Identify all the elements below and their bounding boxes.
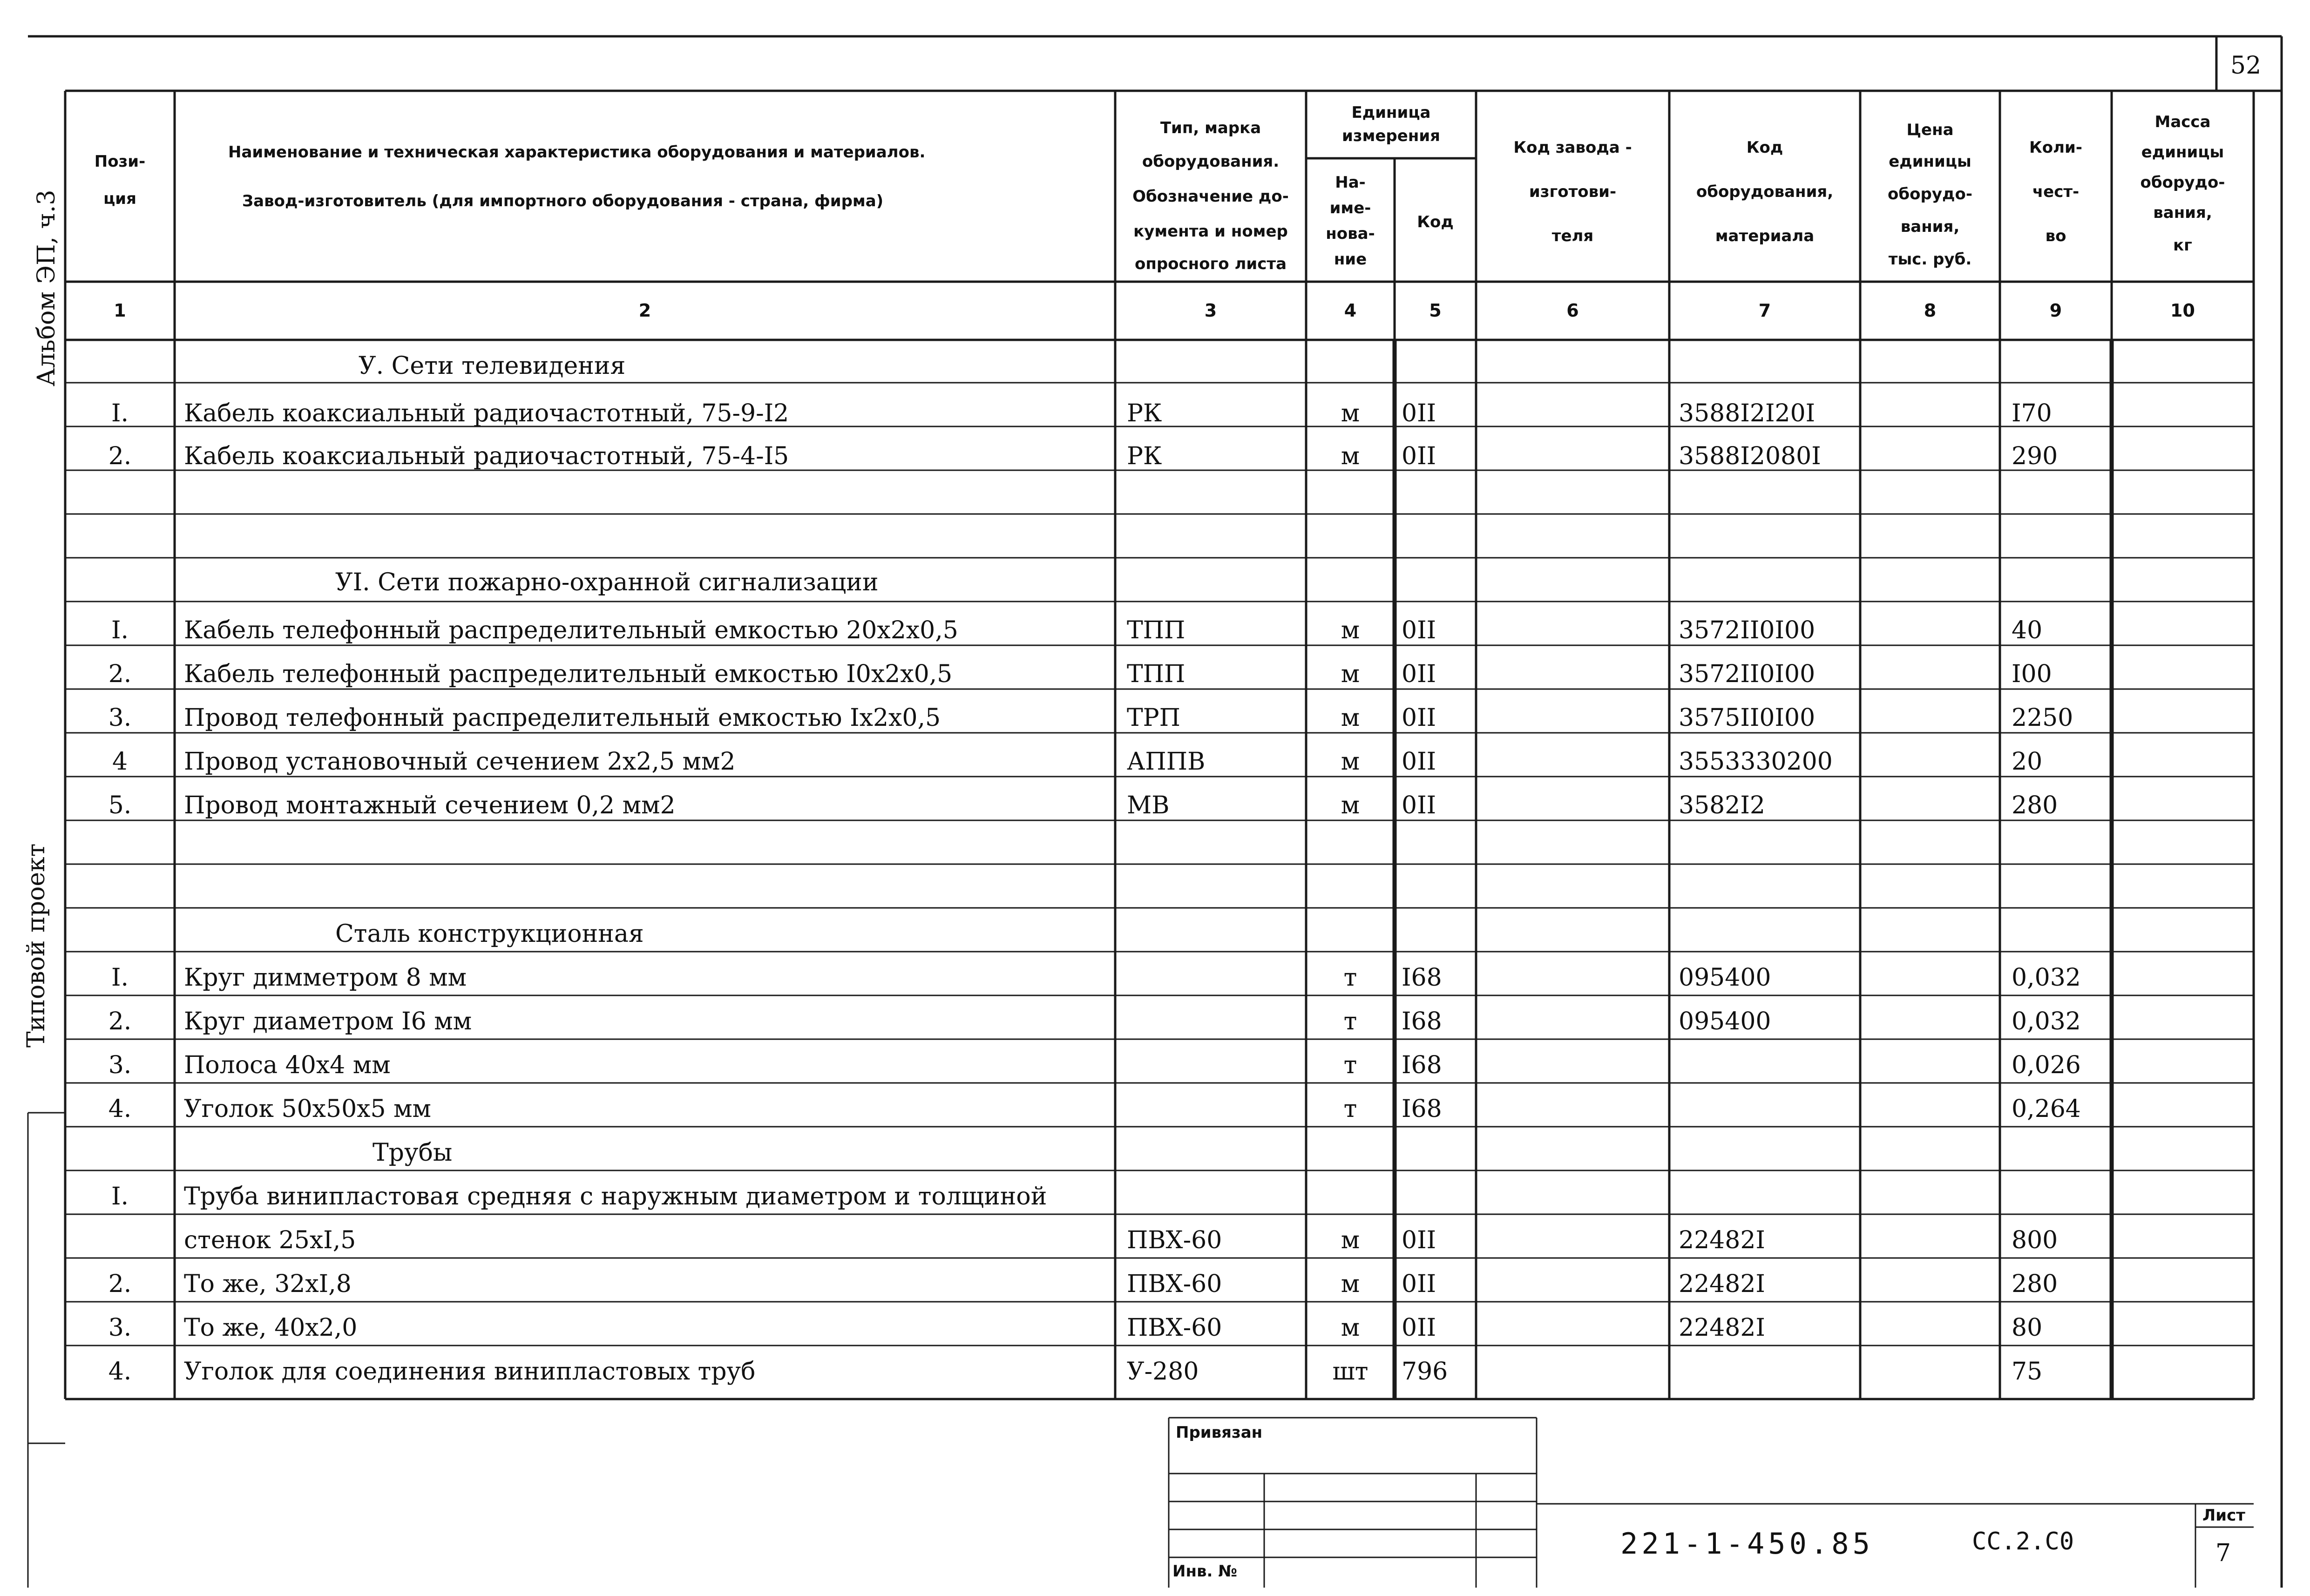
header-col10-line3: оборудо- xyxy=(2140,173,2225,192)
row-unit: т xyxy=(1343,1095,1357,1123)
row-position: 2. xyxy=(108,660,132,688)
header-col3-line4: кумента и номер xyxy=(1133,222,1288,241)
row-type: РК xyxy=(1127,399,1162,427)
row-unit-code: I68 xyxy=(1402,1095,1442,1123)
header-col9-line1: Коли- xyxy=(2029,138,2082,157)
row-unit: м xyxy=(1341,660,1360,688)
row-unit-code: 0II xyxy=(1402,660,1436,688)
row-material-code: 3588I2080I xyxy=(1679,442,1821,470)
header-col8-line5: тыс. руб. xyxy=(1888,250,1972,269)
row-quantity: 280 xyxy=(2012,1270,2058,1298)
row-quantity: 290 xyxy=(2012,442,2058,470)
row-type: ПВХ-60 xyxy=(1127,1270,1222,1298)
row-quantity: I00 xyxy=(2012,660,2052,688)
header-col7-line2: оборудования, xyxy=(1696,183,1834,201)
header-col3-line5: опросного листа xyxy=(1134,255,1287,273)
header-col3-line1: Тип, марка xyxy=(1160,119,1261,137)
row-position: I. xyxy=(111,616,129,644)
row-position: I. xyxy=(111,964,129,992)
row-position: 5. xyxy=(108,791,132,819)
row-quantity: 800 xyxy=(2012,1226,2058,1254)
row-name: То же, 32хI,8 xyxy=(184,1270,352,1298)
header-col6-line1: Код завода - xyxy=(1513,138,1632,157)
row-name: Провод установочный сечением 2х2,5 мм2 xyxy=(184,748,736,776)
header-col4-line3: нова- xyxy=(1326,224,1375,243)
header-col6-line3: теля xyxy=(1551,227,1594,245)
col-number: 6 xyxy=(1566,300,1579,321)
row-quantity: 20 xyxy=(2012,748,2043,776)
row-quantity: 0,032 xyxy=(2012,1008,2081,1035)
row-type: ТПП xyxy=(1127,660,1185,688)
row-unit-code: 0II xyxy=(1402,1270,1436,1298)
row-position: 2. xyxy=(108,1270,132,1298)
section-heading-steel: Сталь конструкционная xyxy=(335,920,644,948)
project-side-label: Типовой проект xyxy=(22,843,50,1048)
row-quantity: 280 xyxy=(2012,791,2058,819)
header-col3-line2: оборудования. xyxy=(1142,152,1280,171)
header-col4-line2: име- xyxy=(1329,199,1371,217)
col-number: 2 xyxy=(638,300,651,321)
row-name: Труба винипластовая средняя с наружным диаметром и толщиной xyxy=(184,1183,1047,1211)
stamp-sheet-label: Лист xyxy=(2202,1506,2245,1525)
row-unit: м xyxy=(1341,1270,1360,1298)
header-col7-line1: Код xyxy=(1746,138,1783,157)
row-unit-code: 0II xyxy=(1402,616,1436,644)
section-heading-tv: У. Сети телевидения xyxy=(359,352,626,380)
header-col8-line1: Цена xyxy=(1906,121,1954,139)
row-position: 4. xyxy=(108,1358,132,1386)
row-unit: м xyxy=(1341,616,1360,644)
header-col9-line2: чест- xyxy=(2032,183,2080,201)
stamp-bound-label: Привязан xyxy=(1176,1423,1263,1442)
row-quantity: 0,026 xyxy=(2012,1051,2081,1079)
header-col9-line3: во xyxy=(2045,227,2066,245)
row-unit-code: 0II xyxy=(1402,1226,1436,1254)
col-number: 10 xyxy=(2170,300,2195,321)
header-unit-line1: Единица xyxy=(1351,103,1431,122)
col-number: 8 xyxy=(1924,300,1937,321)
col-number: 7 xyxy=(1758,300,1771,321)
row-unit: м xyxy=(1341,791,1360,819)
row-material-code: 3588I2I20I xyxy=(1679,399,1815,427)
header-col8-line2: единицы xyxy=(1889,152,1971,171)
header-col3-line3: Обозначение до- xyxy=(1132,187,1289,206)
row-unit: т xyxy=(1343,964,1357,992)
row-material-code: 22482I xyxy=(1679,1226,1765,1254)
row-position: 3. xyxy=(108,704,132,732)
row-material-code: 3575II0I00 xyxy=(1679,704,1815,732)
row-material-code: 095400 xyxy=(1679,1008,1771,1035)
row-quantity: 0,032 xyxy=(2012,964,2081,992)
row-type: АППВ xyxy=(1127,748,1206,776)
row-unit-code: 0II xyxy=(1402,1314,1436,1342)
header-col10-line2: единицы xyxy=(2141,143,2224,162)
row-name: То же, 40х2,0 xyxy=(184,1314,358,1342)
row-unit-code: I68 xyxy=(1402,1008,1442,1035)
stamp-doc-code: 221-1-450.85 xyxy=(1620,1527,1874,1561)
row-quantity: 40 xyxy=(2012,616,2043,644)
row-name: Полоса 40х4 мм xyxy=(184,1051,391,1079)
row-unit: шт xyxy=(1332,1358,1368,1386)
row-unit: м xyxy=(1341,1226,1360,1254)
row-unit-code: I68 xyxy=(1402,964,1442,992)
row-type: ТРП xyxy=(1127,704,1181,732)
row-unit-code: 0II xyxy=(1402,791,1436,819)
row-unit: м xyxy=(1341,748,1360,776)
header-col8-line4: вания, xyxy=(1900,217,1960,236)
row-name: Кабель коаксиальный радиочастотный, 75-4-I5 xyxy=(184,442,789,470)
row-type: ПВХ-60 xyxy=(1127,1314,1222,1342)
row-name: Круг димметром 8 мм xyxy=(184,964,467,992)
section-heading-pipes: Трубы xyxy=(373,1139,453,1167)
header-col10-line5: кг xyxy=(2173,236,2192,255)
row-type: ПВХ-60 xyxy=(1127,1226,1222,1254)
row-unit: м xyxy=(1341,442,1360,470)
row-position: 4. xyxy=(108,1095,132,1123)
stamp-inv-label: Инв. № xyxy=(1172,1562,1238,1581)
header-col4-line1: На- xyxy=(1335,173,1366,192)
row-material-code: 22482I xyxy=(1679,1314,1765,1342)
header-col5: Код xyxy=(1417,213,1454,231)
row-quantity: 75 xyxy=(2012,1358,2043,1386)
row-name: Круг диаметром I6 мм xyxy=(184,1008,472,1035)
header-col1-line1: Пози- xyxy=(94,152,146,171)
row-name: стенок 25хI,5 xyxy=(184,1226,356,1254)
row-unit: м xyxy=(1341,1314,1360,1342)
row-unit: т xyxy=(1343,1008,1357,1035)
row-position: I. xyxy=(111,399,129,427)
header-col2-line2: Завод-изготовитель (для импортного оборудования - страна, фирма) xyxy=(242,192,884,210)
row-unit-code: 0II xyxy=(1402,399,1436,427)
stamp-sheet-number: 7 xyxy=(2215,1539,2231,1567)
header-col2-line1: Наименование и техническая характеристика оборудования и материалов. xyxy=(228,143,926,162)
row-name: Провод монтажный сечением 0,2 мм2 xyxy=(184,791,676,819)
row-material-code: 22482I xyxy=(1679,1270,1765,1298)
page-number: 52 xyxy=(2230,52,2262,80)
header-col8-line3: оборудо- xyxy=(1888,185,1972,203)
col-number: 4 xyxy=(1344,300,1357,321)
row-material-code: 3553330200 xyxy=(1679,748,1833,776)
header-col1-line2: ция xyxy=(103,189,136,208)
row-unit: т xyxy=(1343,1051,1357,1079)
row-name: Провод телефонный распределительный емкостью Iх2х0,5 xyxy=(184,704,941,732)
col-number: 3 xyxy=(1204,300,1217,321)
col-number: 1 xyxy=(114,300,126,321)
header-col6-line2: изготови- xyxy=(1529,183,1617,201)
row-unit: м xyxy=(1341,399,1360,427)
row-name: Уголок 50х50х5 мм xyxy=(184,1095,431,1123)
header-col10-line4: вания, xyxy=(2153,203,2212,222)
row-material-code: 3572II0I00 xyxy=(1679,660,1815,688)
row-unit-code: 0II xyxy=(1402,442,1436,470)
album-side-label: Альбом ЭП, ч.3 xyxy=(33,189,61,386)
row-position: 3. xyxy=(108,1051,132,1079)
row-position: 3. xyxy=(108,1314,132,1342)
row-quantity: 2250 xyxy=(2012,704,2073,732)
row-unit-code: 0II xyxy=(1402,748,1436,776)
row-position: 4 xyxy=(112,748,128,776)
row-material-code: 095400 xyxy=(1679,964,1771,992)
row-type: МВ xyxy=(1127,791,1170,819)
row-position: I. xyxy=(111,1183,129,1211)
stamp-sheet-code: СС.2.С0 xyxy=(1972,1528,2074,1555)
row-unit: м xyxy=(1341,704,1360,732)
section-heading-fire: УI. Сети пожарно-охранной сигнализации xyxy=(335,568,879,596)
col-number: 5 xyxy=(1429,300,1442,321)
header-unit-line2: измерения xyxy=(1342,127,1440,145)
row-unit-code: 0II xyxy=(1402,704,1436,732)
row-material-code: 3582I2 xyxy=(1679,791,1765,819)
row-unit-code: I68 xyxy=(1402,1051,1442,1079)
row-type: РК xyxy=(1127,442,1162,470)
row-position: 2. xyxy=(108,442,132,470)
row-quantity: 80 xyxy=(2012,1314,2043,1342)
row-position: 2. xyxy=(108,1008,132,1035)
row-unit-code: 796 xyxy=(1402,1358,1448,1386)
row-type: ТПП xyxy=(1127,616,1185,644)
row-name: Уголок для соединения винипластовых труб xyxy=(184,1358,756,1386)
row-quantity: I70 xyxy=(2012,399,2052,427)
row-quantity: 0,264 xyxy=(2012,1095,2081,1123)
col-number: 9 xyxy=(2049,300,2062,321)
header-col4-line4: ние xyxy=(1334,250,1367,269)
row-name: Кабель телефонный распределительный емкостью I0х2х0,5 xyxy=(184,660,953,688)
header-col7-line3: материала xyxy=(1715,227,1815,245)
header-col10-line1: Масса xyxy=(2154,113,2211,131)
row-name: Кабель коаксиальный радиочастотный, 75-9-I2 xyxy=(184,399,789,427)
row-type: У-280 xyxy=(1127,1358,1199,1386)
row-material-code: 3572II0I00 xyxy=(1679,616,1815,644)
row-name: Кабель телефонный распределительный емкостью 20х2х0,5 xyxy=(184,616,958,644)
